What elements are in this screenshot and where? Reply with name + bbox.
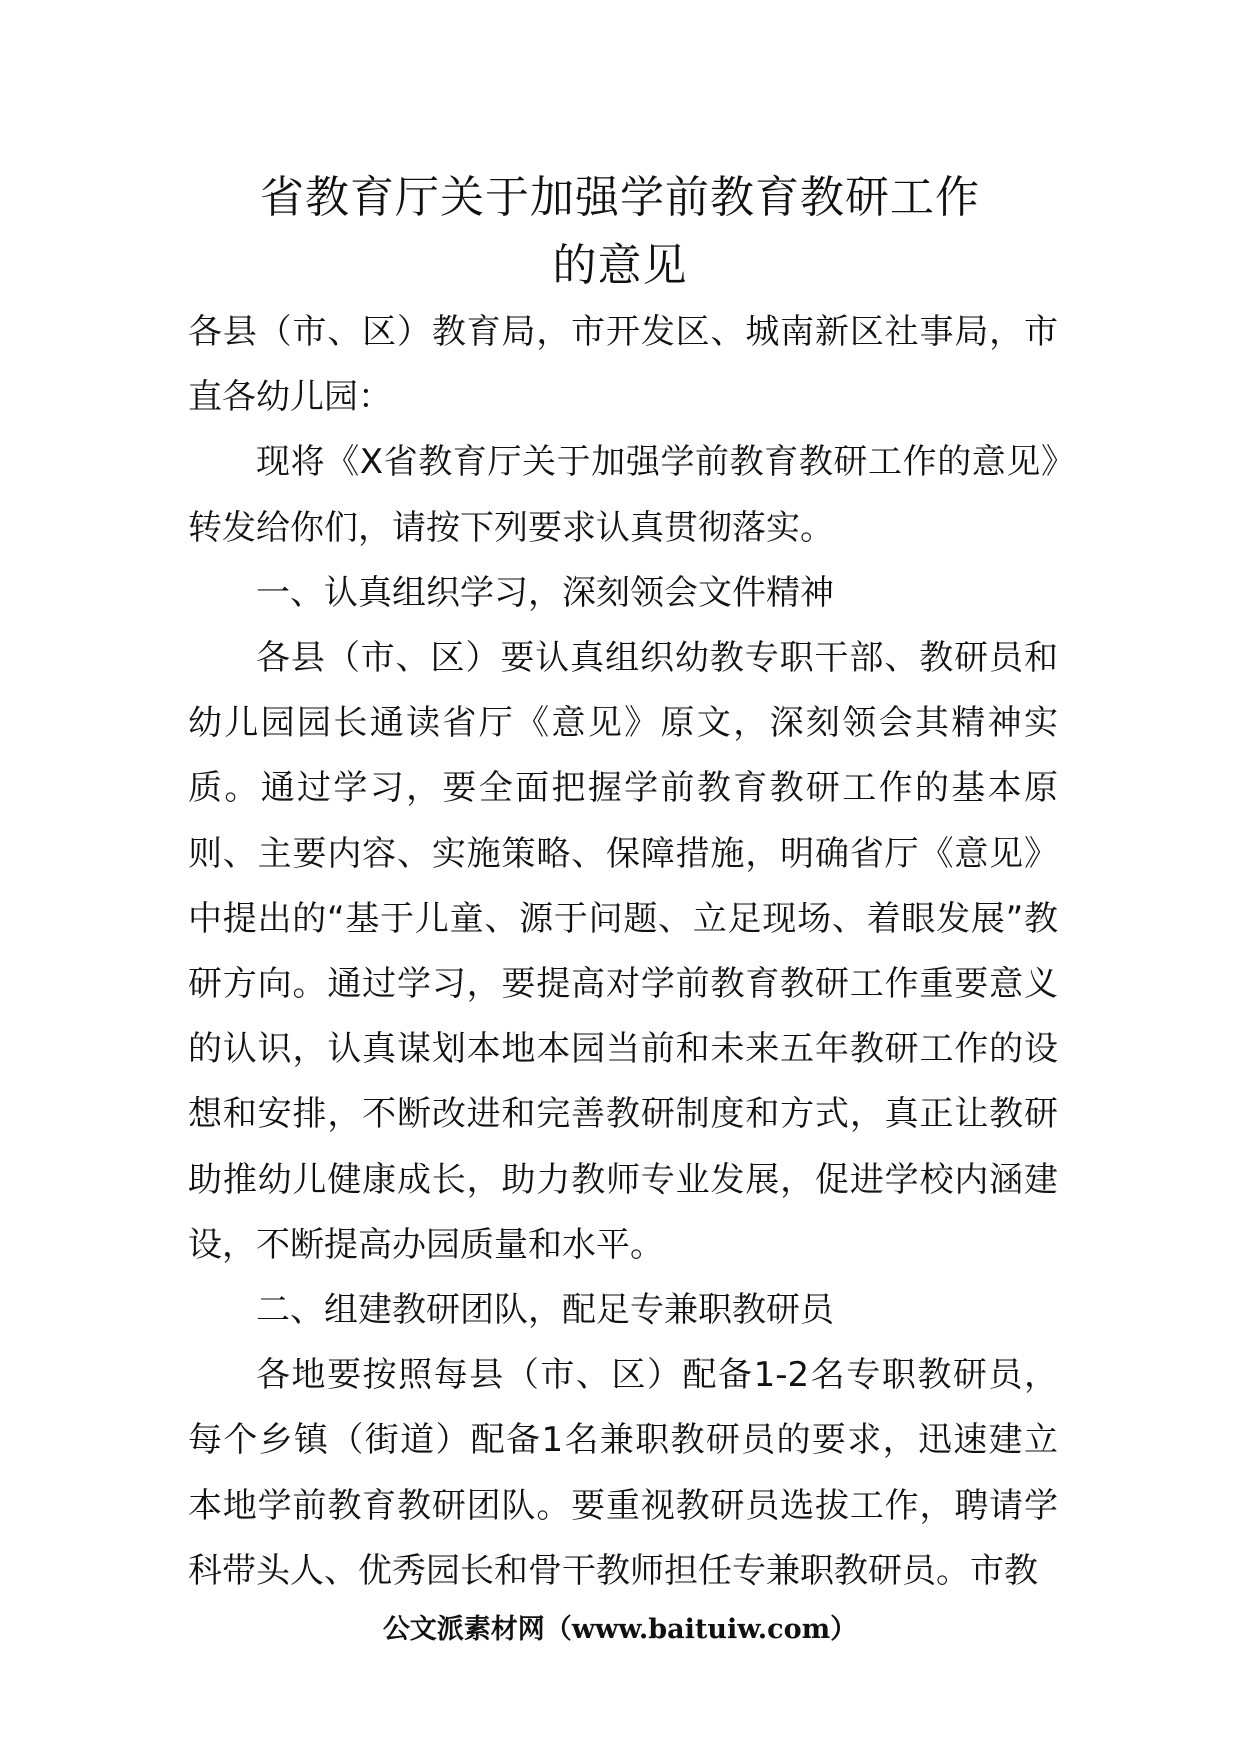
paragraph-section-2: 各地要按照每县（市、区）配备1-2名专职教研员，每个乡镇（街道）配备1名兼职教研员的要求，迅速建立本地学前教育教研团队。要重视教研员选拔工作，聘请学科带头人、优秀园长和骨干教师担任专兼职教研员。市教 (188, 1355, 1058, 1591)
salutation: 各县（市、区）教育局，市开发区、城南新区社事局，市直各幼儿园： (188, 312, 1058, 418)
paragraph-intro: 现将《X省教育厅关于加强学前教育教研工作的意见》转发给你们，请按下列要求认真贯彻落实。 (188, 442, 1058, 548)
section-heading-2: 二、组建教研团队，配足专兼职教研员 (256, 1290, 834, 1331)
footer-watermark: 公文派素材网（www.baituiw.com） (382, 1614, 858, 1645)
document-body (188, 300, 1058, 1604)
paragraph-section-1: 各县（市、区）要认真组织幼教专职干部、教研员和幼儿园园长通读省厅《意见》原文，深刻领会其精神实质。通过学习，要全面把握学前教育教研工作的基本原则、主要内容、实施策略、保障措施，明确省厅《意见》中提出的“基于儿童、源于问题、立足现场、着眼发展”教研方向。通过学习，要提高对学前教育教研工作重要意义的认识，认真谋划本地本园当前和未来五年教研工作的设想和安排，不断改进和完善教研制度和方式，真正让教研助推幼儿健康成长，助力教师专业发展，促进学校内涵建设，不断提高办园质量和水平。 (188, 638, 1058, 1265)
document-title-line-2: 的意见 (552, 240, 688, 291)
section-heading-1: 一、认真组织学习，深刻领会文件精神 (256, 572, 834, 613)
document-title-line-1: 省教育厅关于加强学前教育教研工作 (260, 172, 980, 223)
